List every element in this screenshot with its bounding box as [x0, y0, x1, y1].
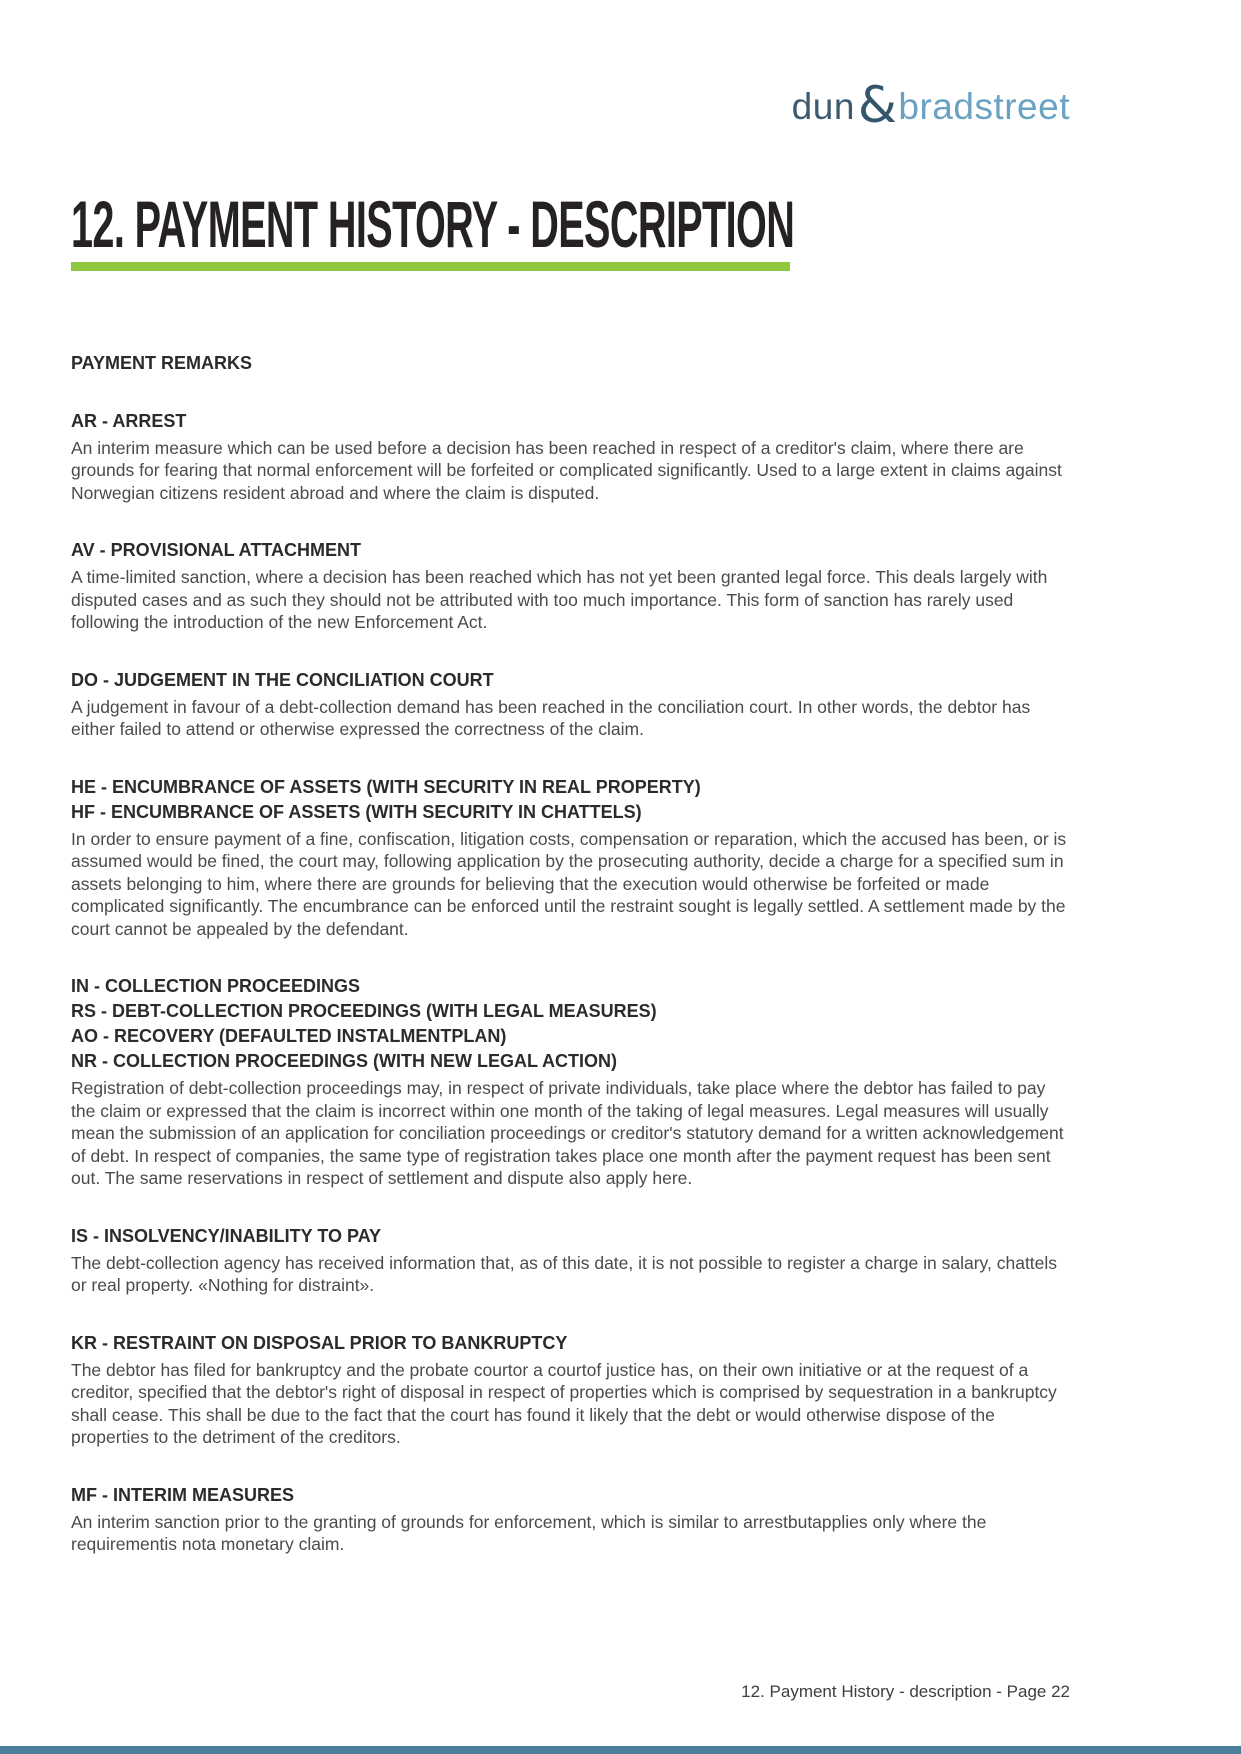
remark-code-heading: AR - ARREST — [71, 410, 187, 431]
remark-code-heading: KR - RESTRAINT ON DISPOSAL PRIOR TO BANKRUPTCY — [71, 1332, 568, 1353]
remark-section — [71, 1483, 1073, 1556]
remark-section — [71, 974, 1073, 1190]
remark-code-heading: AO - RECOVERY (DEFAULTED INSTALMENTPLAN) — [71, 1026, 507, 1046]
bottom-accent-bar — [0, 1746, 1241, 1754]
remark-body-text: Registration of debt-collection proceedings may, in respect of private individuals, take place where the debtor has failed to pay the claim or expressed that the claim is incorrect within one month of the taking of legal measures. Legal measures will usually mean the submission of an application for conciliation proceedings or creditor's statutory demand for a written acknowledgement of debt. In respect of companies, the same type of registration takes place one month after the payment request has been sent out. The same reservations in respect of settlement and dispute also apply here. — [71, 1078, 1064, 1188]
remark-body-text: The debtor has filed for bankruptcy and the probate courtor a courtof justice has, on their own initiative or at the request of a creditor, specified that the debtor's right of disposal in respect of properties which is comprised by sequestration in a bankruptcy shall cease. This shall be due to the fact that the court has found it likely that the debt or would otherwise dispose of the properties to the detriment of the creditors. — [71, 1359, 1057, 1447]
payment-remarks-heading: PAYMENT REMARKS — [71, 353, 253, 373]
remark-body-text: A time-limited sanction, where a decision has been reached which has not yet been granted legal force. This deals largely with disputed cases and as such they should not be attributed with too much importance. This form of sanction has rarely used following the introduction of the new Enforcement Act. — [71, 567, 1048, 632]
remark-code-heading: RS - DEBT-COLLECTION PROCEEDINGS (WITH LEGAL MEASURES) — [71, 1001, 657, 1021]
sections-container — [71, 409, 1073, 1556]
logo-text-dun: dun — [791, 86, 855, 127]
footer-text: 12. Payment History - description - Page 22 — [741, 1682, 1070, 1701]
title-underline-rule — [71, 262, 790, 271]
page-footer — [741, 1682, 1070, 1702]
remark-code-heading: NR - COLLECTION PROCEEDINGS (WITH NEW LEGAL ACTION) — [71, 1051, 617, 1071]
remark-section — [71, 1331, 1073, 1449]
remark-code-heading: HF - ENCUMBRANCE OF ASSETS (WITH SECURITY IN CHATTELS) — [71, 801, 642, 822]
remark-code-heading: MF - INTERIM MEASURES — [71, 1484, 294, 1505]
remark-section — [71, 1224, 1073, 1297]
remark-code-heading: HE - ENCUMBRANCE OF ASSETS (WITH SECURITY IN REAL PROPERTY) — [71, 776, 701, 797]
remark-body-text: A judgement in favour of a debt-collection demand has been reached in the conciliation court. In other words, the debtor has either failed to attend or otherwise expressed the correctness of the claim. — [71, 696, 1031, 739]
remark-code-heading: DO - JUDGEMENT IN THE CONCILIATION COURT — [71, 669, 494, 690]
dun-and-bradstreet-logo — [791, 76, 1070, 134]
remark-body-text: An interim sanction prior to the granting of grounds for enforcement, which is similar to arrestbutapplies only where the requirementis nota monetary claim. — [71, 1511, 987, 1554]
ampersand-icon: & — [857, 76, 898, 134]
remark-section — [71, 668, 1073, 741]
remark-code-heading: IS - INSOLVENCY/INABILITY TO PAY — [71, 1225, 382, 1246]
document-content — [71, 352, 1073, 1556]
remark-section — [71, 409, 1073, 505]
remark-body-text: In order to ensure payment of a fine, confiscation, litigation costs, compensation or reparation, which the accused has been, or is assumed would be fined, the court may, following application by the prosecuting authority, decide a charge for a specified sum in assets belonging to him, where there are grounds for believing that the execution would otherwise be forfeited or made complicated significantly. The encumbrance can be enforced until the restraint sought is legally settled. A settlement made by the court cannot be appealed by the defendant. — [71, 828, 1067, 939]
remark-code-heading: IN - COLLECTION PROCEEDINGS — [71, 976, 361, 996]
remark-code-heading: AV - PROVISIONAL ATTACHMENT — [71, 540, 361, 560]
page-title: 12. PAYMENT HISTORY - DESCRIPTION — [71, 187, 795, 261]
logo-text-bradstreet: bradstreet — [898, 86, 1070, 127]
remark-body-text: An interim measure which can be used before a decision has been reached in respect of a creditor's claim, where there are grounds for fearing that normal enforcement will be forfeited or complicated significantly. Used to a large extent in claims against Norwegian citizens resident abroad and where the claim is disputed. — [71, 437, 1062, 503]
remark-section — [71, 538, 1073, 634]
remark-section — [71, 775, 1073, 941]
remark-body-text: The debt-collection agency has received information that, as of this date, it is not possible to register a charge in salary, chattels or real property. «Nothing for distraint». — [71, 1252, 1058, 1295]
